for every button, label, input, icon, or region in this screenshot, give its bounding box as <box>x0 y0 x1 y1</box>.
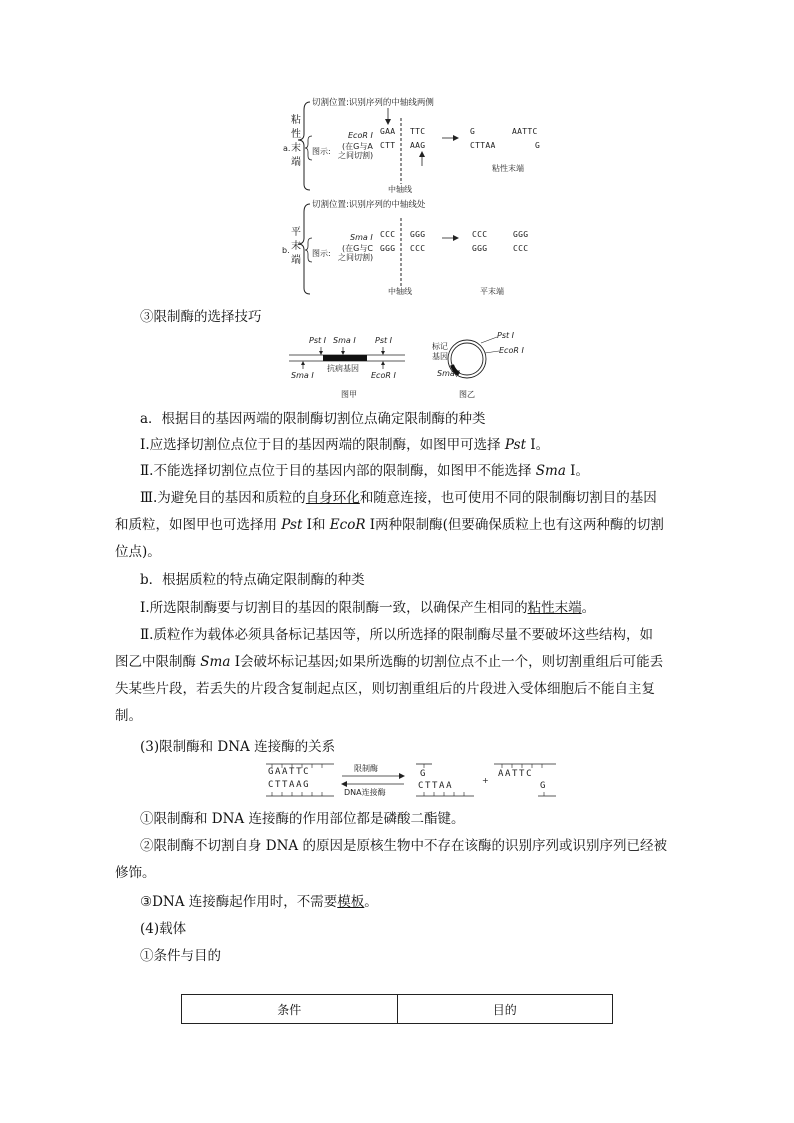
caption-a: 图甲 <box>341 390 357 399</box>
blunt-enzyme-note1: (在G与C <box>342 244 373 253</box>
right-bottom-seq: G <box>540 781 546 791</box>
sticky-bottom-right: AAG <box>410 141 426 150</box>
blunt-result-top-left: CCC <box>472 230 488 239</box>
sticky-enzyme-note2: 之间切割) <box>338 151 374 160</box>
sticky-char: 端 <box>291 157 301 168</box>
para-b-title: b．根据质粒的特点确定限制酶的种类 <box>140 572 365 588</box>
para-b2-l2-pre: 图乙中限制酶 <box>115 654 201 670</box>
p3-3-pre: ③DNA 连接酶起作用时，不需要 <box>140 894 338 910</box>
blunt-end-vertical-label <box>290 226 302 268</box>
plus-sign: + <box>482 776 489 785</box>
para-b2-line1: Ⅱ.质粒作为载体必须具备标记基因等，所以所选择的限制酶尽量不要破坏这些结构，如 <box>140 627 653 643</box>
sticky-char: 粘 <box>291 115 301 126</box>
blunt-shown-label: 图示: <box>312 249 331 258</box>
para-a3-l2-mid: Ⅰ和 <box>302 517 330 533</box>
sma1-top-label: Sma Ⅰ <box>333 336 356 345</box>
sticky-result-label: 粘性末端 <box>492 164 524 173</box>
blunt-result-top-right: GGG <box>513 230 529 239</box>
para-b1-ul: 粘性末端 <box>527 600 582 616</box>
blunt-top-right: GGG <box>410 230 426 239</box>
marker-label-1: 标记 <box>432 342 448 351</box>
para-a2-post: Ⅰ。 <box>565 463 589 479</box>
figure-cut-types-lines <box>270 88 570 303</box>
sticky-result-top-left: G <box>470 127 476 136</box>
figure-enzyme-relation <box>262 760 562 808</box>
sma1-bottom-label: Sma Ⅰ <box>291 371 314 380</box>
arrow-bottom-label: DNA连接酶 <box>344 788 386 797</box>
gene-label: 抗病基因 <box>327 364 359 373</box>
blunt-char: 平 <box>291 227 301 238</box>
para-b2-l2-enzyme: Sma <box>200 654 231 670</box>
table-header-purpose: 目的 <box>397 995 613 1024</box>
blunt-bottom-left: GGG <box>380 244 396 253</box>
caption-b: 图乙 <box>459 390 475 399</box>
para-a3-l2-pre: 和质粒，如图甲也可选择用 <box>115 517 282 533</box>
blunt-enzyme-note2: 之间切割) <box>338 253 374 262</box>
p3-2-line1: ②限制酶不切割自身 DNA 的原因是原核生物中不存在该酶的识别序列或识别序列已经被 <box>140 838 667 854</box>
sticky-char: 末 <box>291 143 301 154</box>
arrow-top-label: 限制酶 <box>354 764 378 773</box>
plasmid-sma-label: Sma Ⅰ <box>437 369 460 378</box>
sticky-enzyme-name: EcoR Ⅰ <box>348 131 373 140</box>
mid-top-seq: G <box>420 769 426 779</box>
figure-cut-types <box>270 88 570 303</box>
para-b2-l2-post: Ⅰ会破坏标记基因;如果所选酶的切割位点不止一个，则切割重组后可能丢 <box>230 654 664 670</box>
left-top-seq: GAATTC <box>268 767 311 777</box>
table-header-row <box>182 995 613 1024</box>
p3-1: ①限制酶和 DNA 连接酶的作用部位都是磷酸二酯键。 <box>140 811 465 827</box>
ecor1-bottom-label: EcoR Ⅰ <box>371 371 396 380</box>
section4-title: (4)载体 <box>140 921 187 937</box>
sticky-top-right: TTC <box>410 127 426 136</box>
sticky-shown-label: 图示: <box>312 147 331 156</box>
para-a3-l2-post: Ⅰ两种限制酶(但要确保质粒上也有这两种酶的切割 <box>365 517 664 533</box>
sticky-result-top-right: AATTC <box>512 127 538 136</box>
blunt-char: 端 <box>291 255 301 266</box>
p3-3-ul: 模板 <box>337 894 365 910</box>
mid-bottom-seq: CTTAA <box>418 781 454 791</box>
p4-1: ①条件与目的 <box>140 948 221 964</box>
para-a1-post: Ⅰ。 <box>526 437 550 453</box>
para-b1-post: 。 <box>581 600 596 616</box>
blunt-result-bottom-left: GGG <box>472 244 488 253</box>
axis-label-a: 中轴线 <box>388 185 412 194</box>
para-a1-pre: Ⅰ.应选择切割位点位于目的基因两端的限制酶，如图甲可选择 <box>140 437 505 453</box>
sticky-end-vertical-label <box>290 114 302 170</box>
pst1-right-label: Pst Ⅰ <box>375 336 393 345</box>
blunt-result-bottom-right: CCC <box>513 244 529 253</box>
para-a3-line2 <box>115 514 664 536</box>
para-a2 <box>140 460 589 482</box>
para-a1 <box>140 434 549 456</box>
para-b2-line3: 失某些片段，若丢失的片段含复制起点区，则切割重组后的片段进入受体细胞后不能自主复 <box>115 681 655 697</box>
axis-label-b: 中轴线 <box>388 287 412 296</box>
para-a3-l1-ul: 自身环化 <box>305 490 360 506</box>
blunt-cut-position: 切割位置:识别序列的中轴线处 <box>312 200 426 210</box>
sticky-bottom-left: CTT <box>380 141 396 150</box>
label-b: b. <box>282 246 290 255</box>
para-b1-pre: Ⅰ.所选限制酶要与切割目的基因的限制酶一致，以确保产生相同的 <box>140 600 528 616</box>
left-bottom-seq: CTTAAG <box>268 780 311 790</box>
p3-2-line2: 修饰。 <box>115 865 156 881</box>
para-b2-line2 <box>115 651 663 673</box>
pst1-label: Pst Ⅰ <box>309 336 327 345</box>
para-a1-enzyme: Pst <box>504 437 526 453</box>
figure-enzyme-selection <box>285 331 545 403</box>
p3-3 <box>140 891 378 913</box>
plasmid-pst-label: Pst Ⅰ <box>497 331 515 340</box>
blunt-top-left: CCC <box>380 230 396 239</box>
label-a: a. <box>283 144 291 153</box>
para-a3-line3: 位点)。 <box>115 544 161 560</box>
right-top-seq: AATTC <box>498 769 534 779</box>
para-a3-l1-pre: Ⅲ.为避免目的基因和质粒的 <box>140 490 306 506</box>
section-selection-title: ③限制酶的选择技巧 <box>140 309 262 325</box>
carrier-table <box>181 994 613 1024</box>
plasmid-ecor-label: EcoR Ⅰ <box>499 346 524 355</box>
para-b1 <box>140 597 595 619</box>
sticky-result-bottom-left: CTTAA <box>470 141 496 150</box>
para-a3-l1-post: 和随意连接，也可使用不同的限制酶切割目的基因 <box>359 490 657 506</box>
sticky-char: 性 <box>291 129 301 140</box>
section3-title: (3)限制酶和 DNA 连接酶的关系 <box>140 739 336 755</box>
blunt-result-label: 平末端 <box>480 287 504 296</box>
blunt-char: 末 <box>291 241 301 252</box>
para-a3-l2-e2: EcoR <box>329 517 366 533</box>
blunt-bottom-right: CCC <box>410 244 426 253</box>
para-a-title: a．根据目的基因两端的限制酶切割位点确定限制酶的种类 <box>140 411 486 427</box>
sticky-cut-position: 切割位置:识别序列的中轴线两侧 <box>312 98 434 108</box>
para-b2-line4: 制。 <box>115 708 142 724</box>
sticky-result-bottom-right: G <box>535 141 541 150</box>
blunt-enzyme-name: Sma Ⅰ <box>350 233 373 242</box>
p3-3-post: 。 <box>364 894 378 910</box>
para-a2-pre: Ⅱ.不能选择切割位点位于目的基因内部的限制酶，如图甲不能选择 <box>140 463 536 479</box>
para-a3-line1 <box>140 487 657 509</box>
table-header-condition: 条件 <box>182 995 398 1024</box>
para-a2-enzyme: Sma <box>535 463 566 479</box>
sticky-top-left: GAA <box>380 127 396 136</box>
marker-label-2: 基因 <box>432 352 448 361</box>
para-a3-l2-e1: Pst <box>281 517 303 533</box>
sticky-enzyme-note1: (在G与A <box>342 142 373 151</box>
